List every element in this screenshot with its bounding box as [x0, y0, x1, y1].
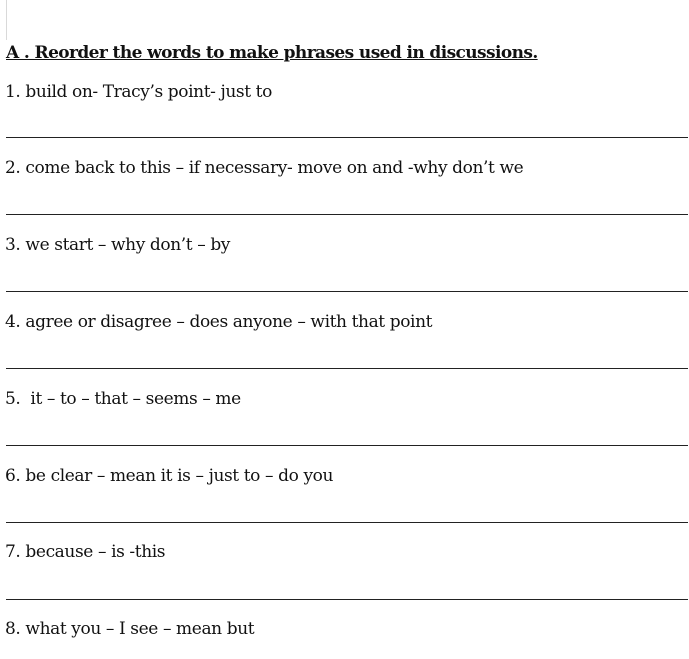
item-3-prompt: 3. we start – why don’t – by — [5, 235, 230, 255]
item-5-answer-line — [6, 445, 688, 446]
item-2-prompt: 2. come back to this – if necessary- move on and -why don’t we — [5, 158, 524, 178]
item-7-answer-line — [6, 599, 688, 600]
item-4-answer-line — [6, 368, 688, 369]
item-6-answer-line — [6, 522, 688, 523]
section-heading: A . Reorder the words to make phrases used in discussions. — [6, 43, 538, 63]
item-3-answer-line — [6, 291, 688, 292]
margin-mark — [6, 0, 7, 40]
item-1-answer-line — [6, 137, 688, 138]
item-8-prompt: 8. what you – I see – mean but — [5, 619, 255, 639]
item-5-prompt: 5. it – to – that – seems – me — [5, 389, 241, 409]
item-1-prompt: 1. build on- Tracy’s point- just to — [5, 82, 272, 102]
item-7-prompt: 7. because – is -this — [5, 542, 166, 562]
item-4-prompt: 4. agree or disagree – does anyone – with that point — [5, 312, 433, 332]
item-6-prompt: 6. be clear – mean it is – just to – do you — [5, 466, 334, 486]
item-2-answer-line — [6, 214, 688, 215]
